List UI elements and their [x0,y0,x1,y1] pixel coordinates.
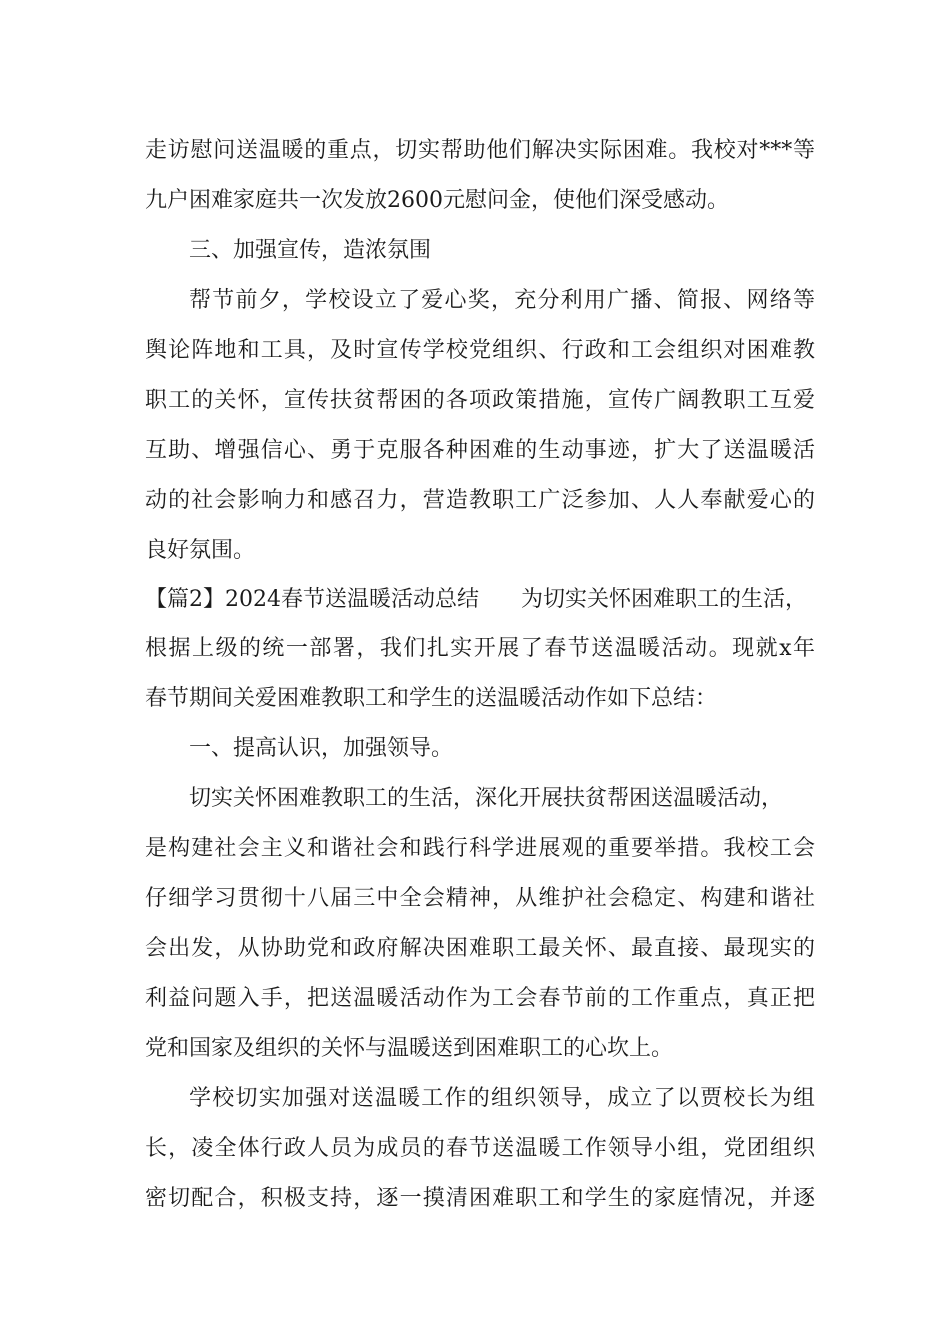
text-line: 舆论阵地和工具，及时宣传学校党组织、行政和工会组织对困难教 [145,338,815,363]
text-line: 会出发，从协助党和政府解决困难职工最关怀、最直接、最现实的 [145,936,815,961]
text-line: 利益问题入手，把送温暖活动作为工会春节前的工作重点，真正把 [145,986,815,1011]
article-title: 【篇2】2024春节送温暖活动总结 [145,587,479,612]
text-line: 党和国家及组织的关怀与温暖送到困难职工的心坎上。 [145,1036,674,1061]
text-line: 为切实关怀困难职工的生活， [521,587,808,612]
text-line: 动的社会影响力和感召力，营造教职工广泛参加、人人奉献爱心的 [145,488,815,513]
text-line: 良好氛围。 [145,538,256,563]
text-line: 学校切实加强对送温暖工作的组织领导，成立了以贾校长为组 [189,1086,815,1111]
text-line: 职工的关怀，宣传扶贫帮困的各项政策措施，宣传广阔教职工互爱 [145,388,815,413]
text-line: 互助、增强信心、勇于克服各种困难的生动事迹，扩大了送温暖活 [145,438,815,463]
section-heading: 一、提高认识，加强领导。 [189,736,454,761]
article-title-line [145,585,807,615]
text-line: 切实关怀困难教职工的生活，深化开展扶贫帮困送温暖活动， [189,786,784,811]
text-line: 春节期间关爱困难教职工和学生的送温暖活动作如下总结： [145,686,718,711]
text-line: 根据上级的统一部署，我们扎实开展了春节送温暖活动。现就x年 [145,636,815,661]
text-line: 仔细学习贯彻十八届三中全会精神，从维护社会稳定、构建和谐社 [145,886,815,911]
text-line: 是构建社会主义和谐社会和践行科学进展观的重要举措。我校工会 [145,836,815,861]
text-line: 九户困难家庭共一次发放2600元慰问金，使他们深受感动。 [145,188,729,213]
text-line: 走访慰问送温暖的重点，切实帮助他们解决实际困难。我校对***等 [145,138,815,163]
text-line: 密切配合，积极支持，逐一摸清困难职工和学生的家庭情况，并逐 [145,1186,815,1211]
section-heading: 三、加强宣传，造浓氛围 [189,238,432,263]
text-line: 长，凌全体行政人员为成员的春节送温暖工作领导小组，党团组织 [145,1136,815,1161]
text-line: 帮节前夕，学校设立了爱心奖，充分利用广播、简报、网络等 [189,288,815,313]
